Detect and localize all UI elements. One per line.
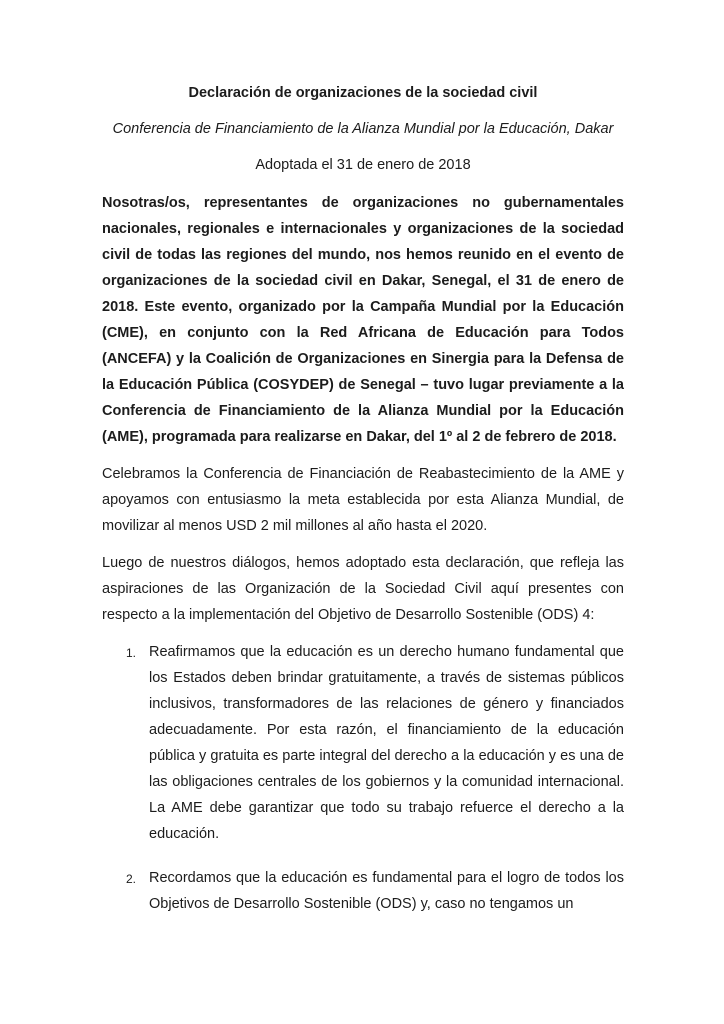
list-item-text: Reafirmamos que la educación es un derecho humano fundamental que los Estados deben brindar gratuitamente, a través de sistemas públicos inclusivos, transformadores de las relaciones de género y financiados adecuadamente. Por esta razón, el financiamiento de la educación pública y gratuita es parte integral del derecho a la educación y es una de las obligaciones centrales de los gobiernos y la comunidad internacional. La AME debe garantizar que todo su trabajo refuerce el derecho a la educación.	[149, 644, 624, 842]
list-item	[102, 865, 624, 917]
paragraph-celebramos: Celebramos la Conferencia de Financiación de Reabastecimiento de la AME y apoyamos con entusiasmo la meta establecida por esta Alianza Mundial, de movilizar al menos USD 2 mil millones al año hasta el 2020.	[102, 466, 624, 534]
list-item-text: Recordamos que la educación es fundamental para el logro de todos los Objetivos de Desarrollo Sostenible (ODS) y, caso no tengamos un	[149, 870, 624, 912]
list-item-number: 1.	[126, 646, 137, 660]
document-date-line: Adoptada el 31 de enero de 2018	[255, 157, 471, 173]
paragraph-preamble: Nosotras/os, representantes de organizaciones no gubernamentales nacionales, regionales e internacionales y organizaciones de la sociedad civil de todas las regiones del mundo, nos hemos reunido en el evento de organizaciones de la sociedad civil en Dakar, Senegal, el 31 de enero de 2018. Este evento, organizado por la Campaña Mundial por la Educación (CME), en conjunto con la Red Africana de Educación para Todos (ANCEFA) y la Coalición de Organizaciones en Sinergia para la Defensa de la Educación Pública (COSYDEP) de Senegal – tuvo lugar previamente a la Conferencia de Financiamiento de la Alianza Mundial por la Educación (AME), programada para realizarse en Dakar, del 1º al 2 de febrero de 2018.	[102, 195, 624, 445]
document-subtitle: Conferencia de Financiamiento de la Alianza Mundial por la Educación, Dakar	[112, 121, 614, 137]
paragraph-luego: Luego de nuestros diálogos, hemos adoptado esta declaración, que refleja las aspiraciones de las Organización de la Sociedad Civil aquí presentes con respecto a la implementación del Objetivo de Desarrollo Sostenible (ODS) 4:	[102, 555, 624, 623]
document-title: Declaración de organizaciones de la sociedad civil	[188, 85, 538, 101]
list-item-number: 2.	[126, 872, 137, 886]
list-item	[102, 639, 624, 847]
numbered-list	[102, 639, 624, 917]
